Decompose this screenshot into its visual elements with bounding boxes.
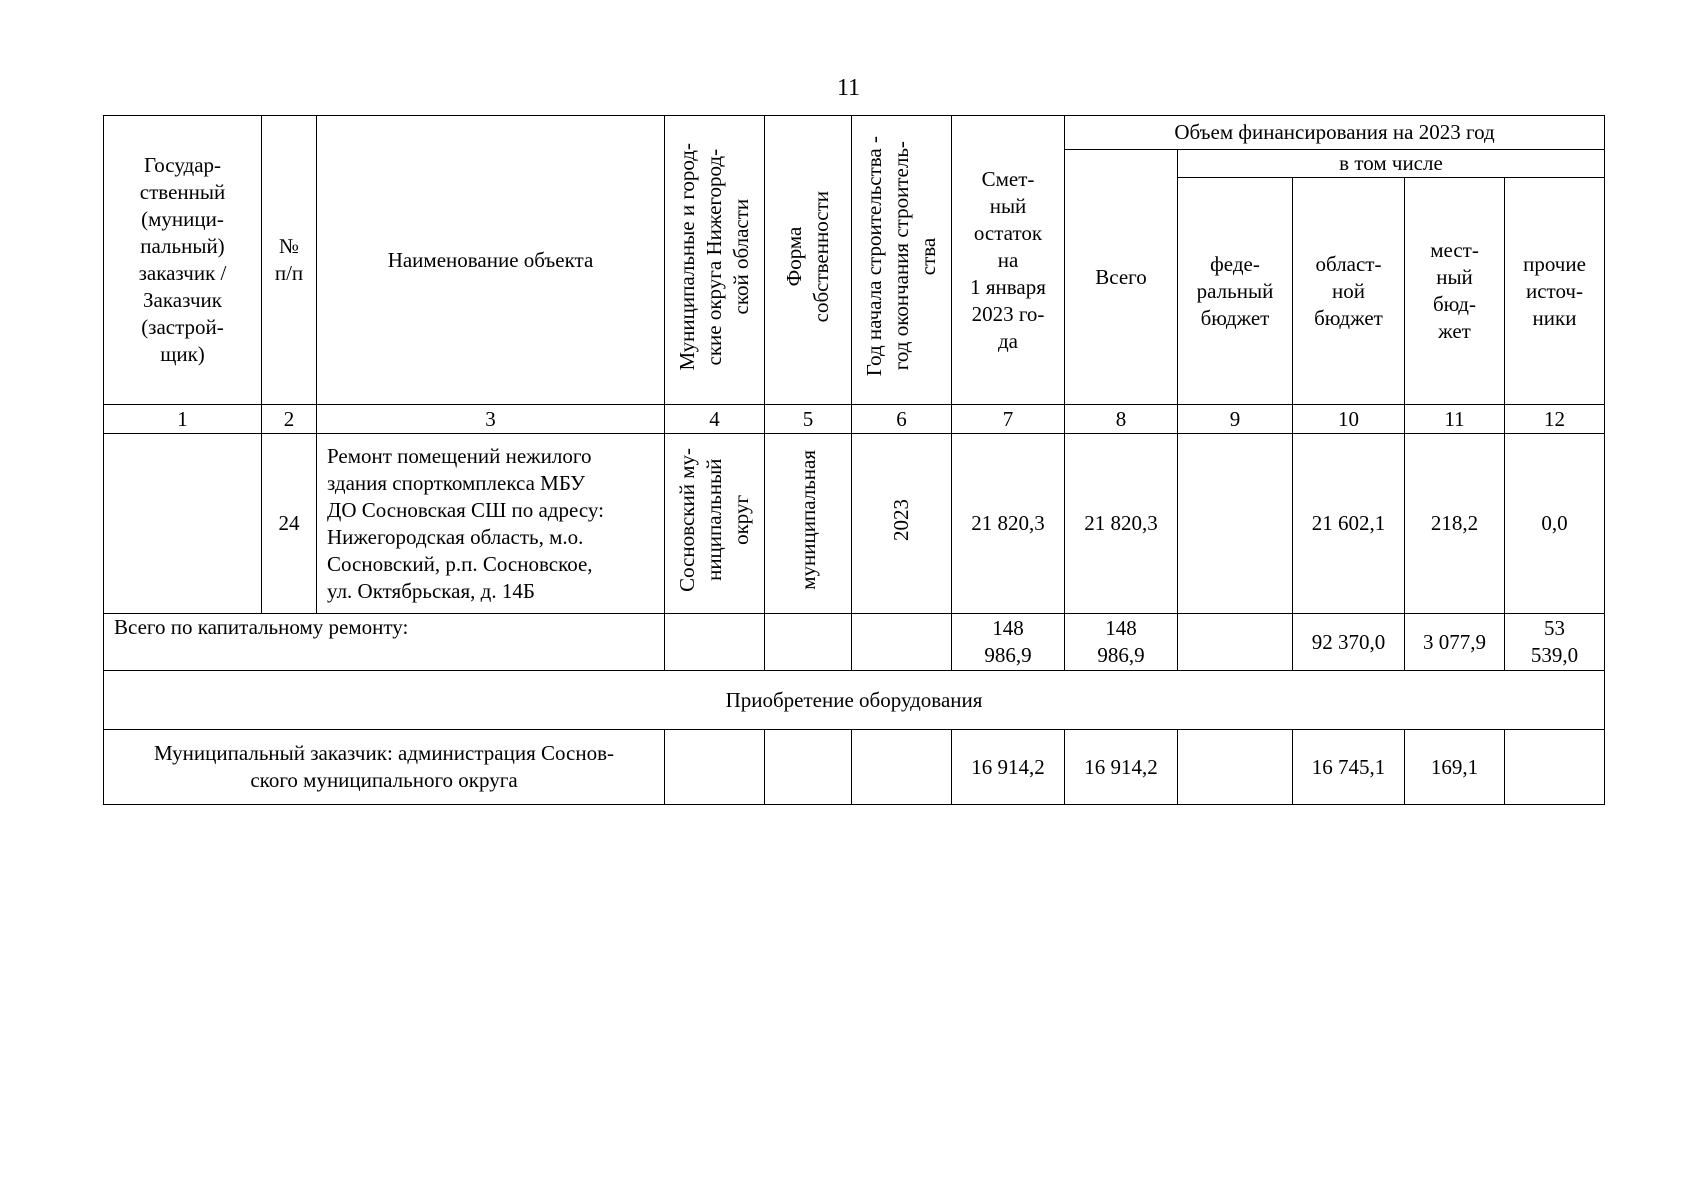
header-federal: феде- ральный бюджет bbox=[1178, 178, 1293, 405]
header-years bbox=[852, 116, 952, 405]
object-local: 218,2 bbox=[1405, 434, 1505, 614]
total-repair-regional: 92 370,0 bbox=[1293, 614, 1405, 671]
header-local: мест- ный бюд- жет bbox=[1405, 178, 1505, 405]
header-total: Всего bbox=[1065, 150, 1178, 405]
header-customer: Государ- ственный (муници- пальный) заказчик / Заказчик (застрой- щик) bbox=[104, 116, 262, 405]
table-row-object bbox=[104, 434, 1605, 614]
header-district-text: Муниципальные и город- ские округа Нижегород- ской области bbox=[675, 142, 753, 371]
column-number: 1 bbox=[104, 405, 262, 434]
column-number: 2 bbox=[262, 405, 317, 434]
header-years-text: Год начала строительства - год окончания строитель- ства bbox=[862, 136, 940, 377]
column-numbers-row bbox=[104, 405, 1605, 434]
object-district-text: Сосновский му- ниципальный округ bbox=[675, 448, 753, 592]
customer-federal bbox=[1178, 730, 1293, 805]
customer-local: 169,1 bbox=[1405, 730, 1505, 805]
header-ownership bbox=[765, 116, 852, 405]
customer-balance: 16 914,2 bbox=[952, 730, 1065, 805]
page-number: 11 bbox=[836, 75, 861, 101]
object-district bbox=[665, 434, 765, 614]
object-name: Ремонт помещений нежилого здания спорткомплекса МБУ ДО Сосновская СШ по адресу: Нижегородская область, м.о. Сосновский, р.п. Сосновское, ул. Октябрьская, д. 14Б bbox=[317, 434, 665, 614]
header-ownership-text: Форма собственности bbox=[782, 190, 833, 323]
object-years bbox=[852, 434, 952, 614]
object-number: 24 bbox=[262, 434, 317, 614]
total-repair-empty bbox=[852, 614, 952, 671]
customer-empty bbox=[665, 730, 765, 805]
customer-label: Муниципальный заказчик: администрация Соснов- ского муниципального округа bbox=[104, 730, 665, 805]
header-regional: област- ной бюджет bbox=[1293, 178, 1405, 405]
financing-table bbox=[103, 115, 1605, 805]
table-row-customer bbox=[104, 730, 1605, 805]
object-regional: 21 602,1 bbox=[1293, 434, 1405, 614]
column-number: 11 bbox=[1405, 405, 1505, 434]
header-other: прочие источ- ники bbox=[1505, 178, 1605, 405]
header-district bbox=[665, 116, 765, 405]
header-financing-title: Объем финансирования на 2023 год bbox=[1065, 116, 1605, 150]
column-number: 5 bbox=[765, 405, 852, 434]
section-row-equipment bbox=[104, 671, 1605, 730]
total-repair-total: 148 986,9 bbox=[1065, 614, 1178, 671]
column-number: 4 bbox=[665, 405, 765, 434]
column-number: 9 bbox=[1178, 405, 1293, 434]
header-estimate-balance: Смет- ный остаток на 1 января 2023 го- да bbox=[952, 116, 1065, 405]
column-number: 6 bbox=[852, 405, 952, 434]
total-repair-empty bbox=[665, 614, 765, 671]
customer-empty bbox=[765, 730, 852, 805]
object-customer bbox=[104, 434, 262, 614]
header-number: № п/п bbox=[262, 116, 317, 405]
column-number: 10 bbox=[1293, 405, 1405, 434]
column-number: 7 bbox=[952, 405, 1065, 434]
object-federal bbox=[1178, 434, 1293, 614]
object-ownership bbox=[765, 434, 852, 614]
header-including: в том числе bbox=[1178, 150, 1605, 178]
customer-regional: 16 745,1 bbox=[1293, 730, 1405, 805]
customer-empty bbox=[852, 730, 952, 805]
total-repair-empty bbox=[765, 614, 852, 671]
total-repair-federal bbox=[1178, 614, 1293, 671]
customer-total: 16 914,2 bbox=[1065, 730, 1178, 805]
object-total: 21 820,3 bbox=[1065, 434, 1178, 614]
header-object-name: Наименование объекта bbox=[317, 116, 665, 405]
total-repair-balance: 148 986,9 bbox=[952, 614, 1065, 671]
object-years-text: 2023 bbox=[889, 499, 913, 541]
section-equipment-title: Приобретение оборудования bbox=[104, 671, 1605, 730]
column-number: 8 bbox=[1065, 405, 1178, 434]
table-row-total-repair bbox=[104, 614, 1605, 671]
total-repair-label: Всего по капитальному ремонту: bbox=[104, 614, 665, 671]
object-other: 0,0 bbox=[1505, 434, 1605, 614]
total-repair-other: 53 539,0 bbox=[1505, 614, 1605, 671]
object-ownership-text: муниципальная bbox=[795, 450, 820, 590]
column-number: 12 bbox=[1505, 405, 1605, 434]
object-balance: 21 820,3 bbox=[952, 434, 1065, 614]
column-number: 3 bbox=[317, 405, 665, 434]
customer-other bbox=[1505, 730, 1605, 805]
total-repair-local: 3 077,9 bbox=[1405, 614, 1505, 671]
